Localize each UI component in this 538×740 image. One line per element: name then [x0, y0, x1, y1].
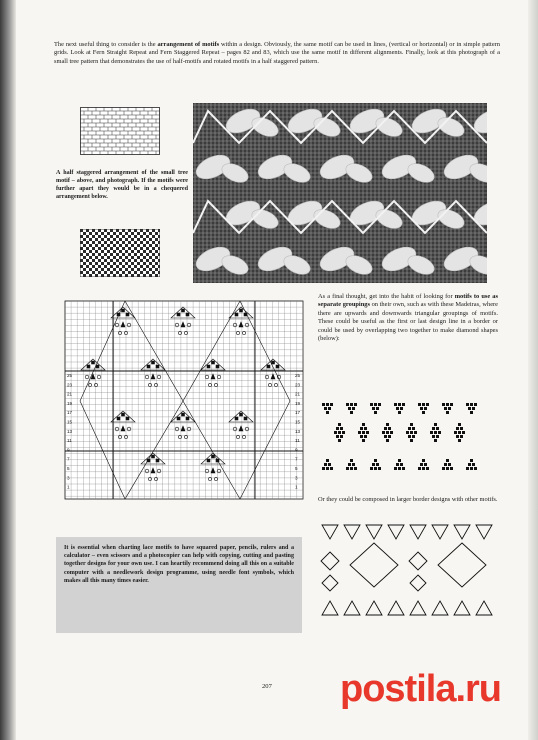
groupings-emphasis: motifs to use as separate groupings	[318, 293, 498, 309]
motif-groupings	[318, 401, 498, 481]
outline-shapes	[321, 525, 492, 615]
border-shapes	[318, 521, 498, 621]
half-staggered-grid	[80, 107, 160, 155]
grouping-squares	[322, 403, 477, 470]
row-number-left: 19	[67, 400, 73, 406]
row-number-right: 9	[295, 447, 298, 453]
row-number-right: 19	[295, 400, 301, 406]
row-number-left: 15	[67, 419, 73, 425]
row-number-right: 15	[295, 419, 301, 425]
row-number-right: 23	[295, 382, 301, 388]
chart-border	[65, 301, 303, 499]
intro-text-2: within a design. Obviously, the same motif can be used in lines, (vertical or horizontal) or in simple pattern grids. Look at Fern Straight Repeat and Fern Staggered Repeat – pages 82 and 83, which use the same motif in different alignments. Finally, look at this photograph of a small tree pattern that demonstrates the use of half-motifs and rotated motifs in a half staggered pattern.	[54, 41, 500, 65]
row-number-left: 25	[67, 373, 73, 378]
page-number: 207	[262, 683, 272, 690]
row-number-left: 7	[67, 456, 70, 462]
row-number-left: 21	[67, 391, 73, 397]
row-number-left: 17	[67, 410, 73, 416]
row-number-left: 23	[67, 382, 73, 388]
row-number-right: 25	[295, 373, 301, 378]
row-number-left: 1	[67, 484, 70, 490]
border-paragraph: Or they could be composed in larger border designs with other motifs.	[318, 496, 498, 503]
row-number-right: 3	[295, 475, 298, 481]
chequered-grid	[80, 229, 160, 277]
groupings-paragraph	[318, 293, 498, 343]
watermark: postila.ru	[340, 668, 502, 710]
row-number-right: 21	[295, 391, 301, 397]
intro-emphasis: arrangement of motifs	[157, 41, 220, 48]
figure-caption: A half staggered arrangement of the small tree motif – above, and photograph. If the motifs were further apart they would be in a chequered arrangement below.	[56, 170, 188, 200]
row-number-right: 7	[295, 456, 298, 462]
page-edge-shadow	[528, 0, 538, 740]
row-number-left: 5	[67, 466, 70, 471]
row-number-right: 1	[295, 484, 298, 490]
row-number-right: 5	[295, 466, 298, 471]
row-number-right: 17	[295, 410, 301, 416]
intro-text-1: The next useful thing to consider is the	[54, 41, 158, 48]
groupings-text-2: on their own, such as with these Madeiras, where there are upwards and downwards triangular groupings of motifs. These could be useful as the first or last design line in a border or could be used by overlapping two together to make diamond shapes (below):	[318, 301, 498, 343]
row-number-left: 3	[67, 475, 70, 481]
groupings-text-1: As a final thought, get into the habit of looking for	[318, 293, 455, 300]
row-number-right: 13	[295, 428, 301, 434]
book-spine-shadow	[0, 0, 16, 740]
tip-text: It is essential when charting lace motifs to have squared paper, pencils, rulers and a calculator – even scissors and a photocopier can help with copying, cutting and pasting together designs for your own use. I can heartily recommend doing all this on a suitable computer with a needlework design programme, using needle font symbols, which makes all this many times easier.	[64, 545, 294, 584]
row-number-left: 9	[67, 447, 70, 453]
lace-photograph	[193, 103, 487, 283]
row-number-right: 11	[295, 438, 300, 444]
intro-paragraph	[54, 41, 500, 66]
row-number-left: 13	[67, 428, 73, 434]
lace-chart	[55, 293, 310, 513]
row-number-left: 11	[67, 438, 72, 444]
